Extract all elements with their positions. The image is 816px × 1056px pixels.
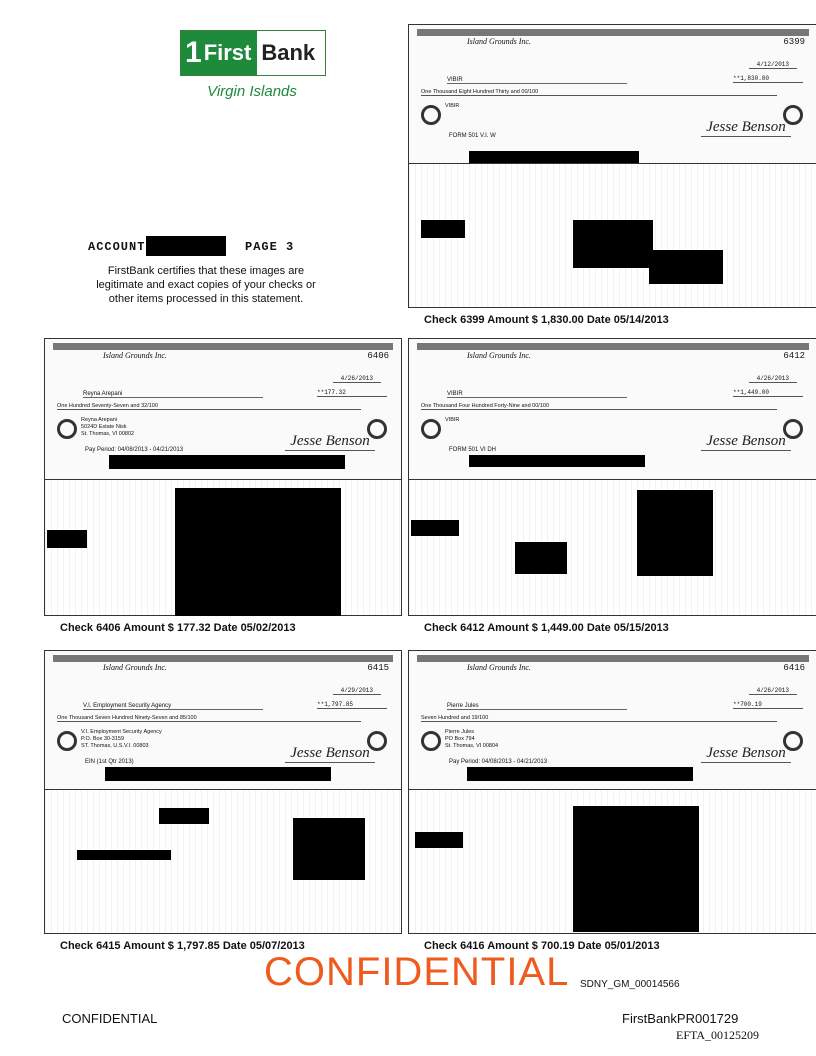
check-front — [45, 339, 401, 480]
check-amount: **1,449.00 — [733, 389, 803, 397]
logo-region: Virgin Islands — [207, 83, 297, 100]
check-caption-6399: Check 6399 Amount $ 1,830.00 Date 05/14/2013 — [424, 314, 669, 326]
check-memo: EIN (1st Qtr 2013) — [85, 759, 134, 765]
micr-redaction — [469, 151, 639, 163]
check-signature: Jesse Benson — [285, 433, 375, 451]
check-memo: Pay Period: 04/08/2013 - 04/21/2013 — [449, 759, 548, 765]
check-amount-words: One Thousand Four Hundred Forty-Nine and 00/100 — [421, 403, 777, 410]
check-caption-6406: Check 6406 Amount $ 177.32 Date 05/02/2013 — [60, 622, 296, 634]
sdny-bates-number: SDNY_GM_00014566 — [580, 979, 680, 990]
check-payee: VIBIR — [447, 391, 627, 398]
check-number: 6406 — [367, 351, 389, 361]
check-front — [45, 651, 401, 790]
check-company-name: Island Grounds Inc. — [467, 37, 531, 46]
check-memo: FORM 501 VI DH — [449, 447, 497, 453]
endorsement-redaction — [415, 832, 463, 848]
check-security-band — [417, 655, 809, 662]
check-caption-6412: Check 6412 Amount $ 1,449.00 Date 05/15/2013 — [424, 622, 669, 634]
endorsement-redaction — [47, 530, 87, 548]
check-lock-icon — [421, 105, 441, 125]
endorsement-redaction — [573, 806, 699, 932]
endorsement-redaction — [515, 542, 567, 574]
check-back — [409, 480, 816, 615]
check-number: 6399 — [783, 37, 805, 47]
check-signature: Jesse Benson — [701, 119, 791, 137]
check-lock-icon — [57, 731, 77, 751]
logo-one: 1 — [185, 36, 202, 69]
check-caption-6416: Check 6416 Amount $ 700.19 Date 05/01/2013 — [424, 940, 660, 952]
check-lock-icon — [421, 731, 441, 751]
check-company-name: Island Grounds Inc. — [467, 663, 531, 672]
check-date: 4/12/2013 — [749, 61, 797, 69]
endorsement-redaction — [293, 818, 365, 880]
check-number: 6412 — [783, 351, 805, 361]
check-security-band — [53, 655, 393, 662]
check-company-name: Island Grounds Inc. — [467, 351, 531, 360]
check-company-name: Island Grounds Inc. — [103, 351, 167, 360]
check-amount-words: One Thousand Eight Hundred Thirty and 00/100 — [421, 89, 777, 96]
check-lock-icon — [421, 419, 441, 439]
check-front — [409, 651, 816, 790]
check-front — [409, 339, 816, 480]
check-back — [409, 164, 816, 307]
page-label: PAGE 3 — [245, 240, 295, 254]
micr-redaction — [469, 455, 645, 467]
check-back — [45, 790, 401, 933]
check-number: 6416 — [783, 663, 805, 673]
endorsement-redaction — [175, 488, 341, 616]
check-date: 4/26/2013 — [749, 375, 797, 383]
check-signature: Jesse Benson — [701, 745, 791, 763]
check-date: 4/26/2013 — [333, 375, 381, 383]
check-amount-words: One Thousand Seven Hundred Ninety-Seven and 85/100 — [57, 715, 361, 722]
check-security-band — [53, 343, 393, 350]
confidential-stamp: CONFIDENTIAL — [264, 950, 570, 994]
logo-bank: Bank — [261, 40, 316, 65]
check-amount: **177.32 — [317, 389, 387, 397]
check-payee: Reyna Arepani — [83, 391, 263, 398]
check-back — [45, 480, 401, 615]
check-amount: **1,830.00 — [733, 75, 803, 83]
check-panel-6415 — [44, 650, 402, 934]
micr-redaction — [105, 767, 331, 781]
logo-first: First — [203, 40, 252, 65]
check-payee-address: Pierre Jules PO Box 794 St. Thomas, VI 00804 — [445, 729, 499, 749]
check-payee-address: V.I. Employment Security Agency P.O. Box 30-3159 ST. Thomas, U.S.V.I. 00803 — [81, 729, 162, 749]
account-number-redaction — [146, 236, 226, 256]
micr-redaction — [109, 455, 345, 469]
check-date: 4/29/2013 — [333, 687, 381, 695]
check-panel-6412 — [408, 338, 816, 616]
check-date: 4/26/2013 — [749, 687, 797, 695]
efta-number: EFTA_00125209 — [676, 1028, 760, 1042]
check-signature: Jesse Benson — [285, 745, 375, 763]
check-number: 6415 — [367, 663, 389, 673]
check-payee-address: VIBIR — [445, 103, 460, 109]
check-panel-6416 — [408, 650, 816, 934]
endorsement-redaction — [421, 220, 465, 238]
check-lock-icon — [57, 419, 77, 439]
certification-text: FirstBank certifies that these images are legitimate and exact copies of your checks or other items processed in this statement. — [96, 265, 316, 305]
endorsement-redaction — [573, 220, 653, 268]
endorsement-redaction — [411, 520, 459, 536]
check-amount: **700.19 — [733, 701, 803, 709]
endorsement-redaction — [77, 850, 171, 860]
endorsement-redaction — [637, 490, 713, 576]
check-signature: Jesse Benson — [701, 433, 791, 451]
check-caption-6415: Check 6415 Amount $ 1,797.85 Date 05/07/2013 — [60, 940, 305, 952]
check-panel-6406 — [44, 338, 402, 616]
logo-green-block — [181, 31, 257, 75]
check-payee: V.I. Employment Security Agency — [83, 703, 263, 710]
firstbank-bates-number: FirstBankPR001729 — [622, 1011, 739, 1026]
endorsement-redaction — [159, 808, 209, 824]
check-amount-words: One Hundred Seventy-Seven and 32/100 — [57, 403, 361, 410]
check-memo: Pay Period: 04/08/2013 - 04/21/2013 — [85, 447, 184, 453]
check-payee-address: VIBIR — [445, 417, 460, 423]
micr-redaction — [467, 767, 693, 781]
endorsement-redaction — [649, 250, 723, 284]
check-security-band — [417, 29, 809, 36]
confidential-footer: CONFIDENTIAL — [62, 1011, 158, 1026]
check-company-name: Island Grounds Inc. — [103, 663, 167, 672]
firstbank-logo — [180, 30, 326, 76]
check-front — [409, 25, 816, 164]
check-payee: Pierre Jules — [447, 703, 627, 710]
check-amount: **1,797.85 — [317, 701, 387, 709]
check-panel-6399 — [408, 24, 816, 308]
check-payee-address: Reyna Arepani 5024D Estate Nisk St. Thomas, VI 00802 — [81, 417, 135, 437]
check-back — [409, 790, 816, 933]
account-label: ACCOUNT — [88, 240, 146, 254]
check-security-band — [417, 343, 809, 350]
check-memo: FORM 501 V.I. W — [449, 133, 496, 139]
check-amount-words: Seven Hundred and 19/100 — [421, 715, 777, 722]
check-payee: VIBIR — [447, 77, 627, 84]
